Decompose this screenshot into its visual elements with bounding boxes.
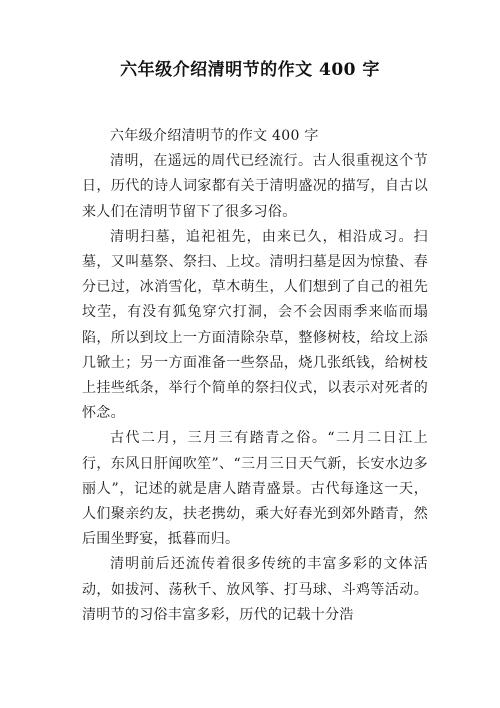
document-body bbox=[82, 124, 428, 628]
paragraph: 六年级介绍清明节的作文 400 字 bbox=[110, 128, 319, 144]
paragraph: 清明，在遥远的周代已经流行。古人很重视这个节日，历代的诗人词家都有关于清明盛况的描写，自古以来人们在清明节留下了很多习俗。 bbox=[82, 153, 428, 220]
paragraph: 古代二月，三月三有踏青之俗。“二月二日江上行，东风日肝闻吹笙”、“三月三日天气新，长安水边多丽人”，记述的就是唐人踏青盛景。古代每逢这一天，人们聚亲约友，扶老携幼，乘大好春光到郊外踏青，然后围坐野宴，抵暮而归。 bbox=[82, 430, 428, 548]
paragraph: 清明前后还流传着很多传统的丰富多彩的文体活动，如拔河、荡秋千、放风筝、打马球、斗鸡等活动。清明节的习俗丰富多彩，历代的记载十分浩 bbox=[82, 556, 428, 623]
paragraph: 清明扫墓，追祀祖先，由来已久，相沿成习。扫墓，又叫墓祭、祭扫、上坟。清明扫墓是因为惊蛰、春分已过，冰消雪化，草木萌生，人们想到了自己的祖先坟茔，有没有狐兔穿穴打洞，会不会因雨季来临而塌陷，所以到坟上一方面清除杂草，整修树枝，给坟上添几锨土；另一方面准备一些祭品，烧几张纸钱，给树枝上挂些纸条，举行个简单的祭扫仪式，以表示对死者的怀念。 bbox=[82, 228, 428, 422]
document-title: 六年级介绍清明节的作文 400 字 bbox=[120, 60, 380, 80]
